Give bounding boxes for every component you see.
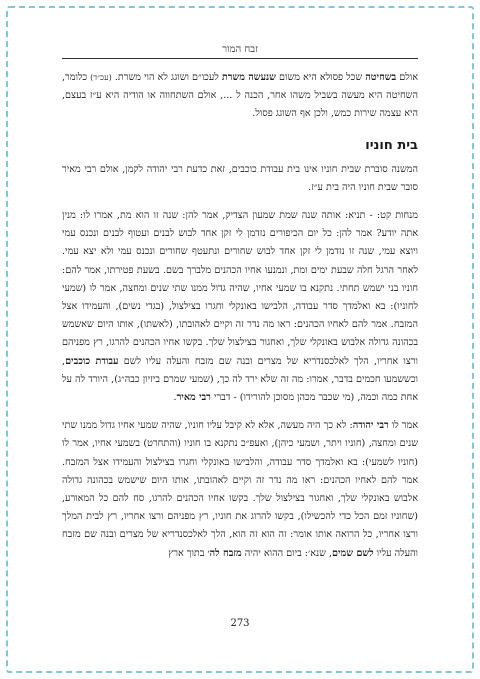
bold-term: רבי יהודה [352, 420, 389, 432]
bold-term: בשחיטה [365, 72, 397, 83]
text-span: , שנא׳: ביום ההוא יהיה [241, 547, 332, 559]
section-heading: בית חוניו [365, 137, 418, 153]
paragraph-shechita [62, 69, 418, 124]
bold-term: רבי מאיר [176, 392, 211, 404]
bold-term: עבודת כוכבים [65, 355, 119, 367]
text-span: שכל פסולא היא משום [275, 72, 366, 83]
text-span: : לא כך היה מעשה, אלא לא קיבל עליו חוניו, שהיה שמעי אחיו גדול ממנו שתי שנים ומחצה, (חוניו ויתר, ושמעי כיהן), ואעפ״כ נתקנא בו חוניו (והתחרט) בשמעי אחיו, אמר לו (חוניו לשמעי): בא ואלמדך סדר עבודה, והלבישו באונקלי וחגרו בצילצול והעמידו אצל המזבח. אמר להם לאחיו הכהנים: ראו מה נדר זה וקיים לאהובתו, אותו היום שישמש בכהונה גדולה אלבוש באונקלי שלך, ואחגור בצילצול שלך. בקשו אחיו הכהנים להרגו, סח להם כל המאורע, (שחוניו זמם הכל כדי להכשילו), בקשו להרוג את חוניו, רץ מפניהם ורצו אחריו, רץ לבית המלך ורצו אחריו, כל הרואה אותו אומר: זה הוא זה הוא, הלך לאלכסנדריא של מצרים ובנה שם מזבח והעלה עליו [62, 420, 418, 559]
bold-term: לשם שמים [332, 547, 374, 559]
running-header: זבח המור [222, 44, 258, 55]
paragraph-menachot-quote [62, 207, 418, 407]
text-span: אולם [396, 72, 418, 83]
text-span: לעכו״ם ושוגג לא הוי משרת. [114, 72, 222, 83]
text-span: בתוך ארץ [168, 547, 208, 559]
header-divider [62, 58, 418, 59]
text-span: מנחות קט: - תניא: אותה שנה שמת שמעון הצדיק, אמר להן: שנה זו הוא מת, אמרו לו: מנין אתה יודע? אמר להן: כל יום הכיפורים נזדמן לי זקן אחד לבוש לבנים ועטוף לבנים ונכנס עמי ויוצא עמי, שנה זו נזדמן לי זקן אחד לבוש שחורים ונתעטף שחורים ונכנס עמי ולא יצא עמי. לאחר הרגל חלה שבעת ימים ומת, ונמנעו אחיו הכהנים מלברך בשם. בשעת פטירתו, אמר להם: חוניו בני ישמש תחתי. נתקנא בו שמעי אחיו, שהיה גדול ממנו שתי שנים ומחצה, אמר לו (שמעי לחוניו): בא ואלמדך סדר עבודה, הלבישו באונקלי וחגרו בצילצול, (בגדי נשים), והעמידו אצל המזבח. אמר להם לאחיו הכהנים: ראו מה נדר זה וקיים לאהובתו, (לאשתו), אותו היום שאשמש בכהונה גדולה אלבוש באונקלי שלך, ואחגור בצילצול שלך. בקשו אחיו הכהנים להרגו, רץ מפניהם ורצו אחריו, הלך לאלכסנדריא של מצרים ובנה שם מזבח והעלה עליו לשם [62, 210, 419, 367]
paragraph-rabbi-yehuda [62, 417, 418, 563]
text-span: כלומר, השחיטה היא מעשה בשביל משהו אחר, הכנה ל ..., אולם השתחווה או הודיה היא ע״ז בעצם, היא עצמה שירות כמש, ולכן אף השוגג פסול. [62, 72, 418, 120]
text-span: . [173, 392, 177, 404]
page-content [62, 44, 418, 639]
text-span: אמר לו [388, 420, 418, 432]
bold-term: שנעשה משרת [221, 72, 276, 83]
bold-term: מזבח לה׳ [207, 547, 242, 559]
text-span: , וכששמעו חכמים בדבר, אמרו: מה זה שלא ירד לה כך, (שמעי שמרם ביזיון כבה״ג), היורד לה על אחת כמה וכמה, (מי שכבר מכהן מסוכן להורידו) - דברי [62, 355, 418, 404]
citation-note: (עכ״ד) [90, 73, 112, 82]
page-number: 273 [230, 618, 250, 629]
paragraph-intro: המשנה סוברת שבית חוניו אינו בית עבודת כוכבים, זאת כדעת רבי יהודה לקמן, אולם רבי מאיר סובר שבית חוניו היה בית ע״ז. [62, 163, 418, 193]
